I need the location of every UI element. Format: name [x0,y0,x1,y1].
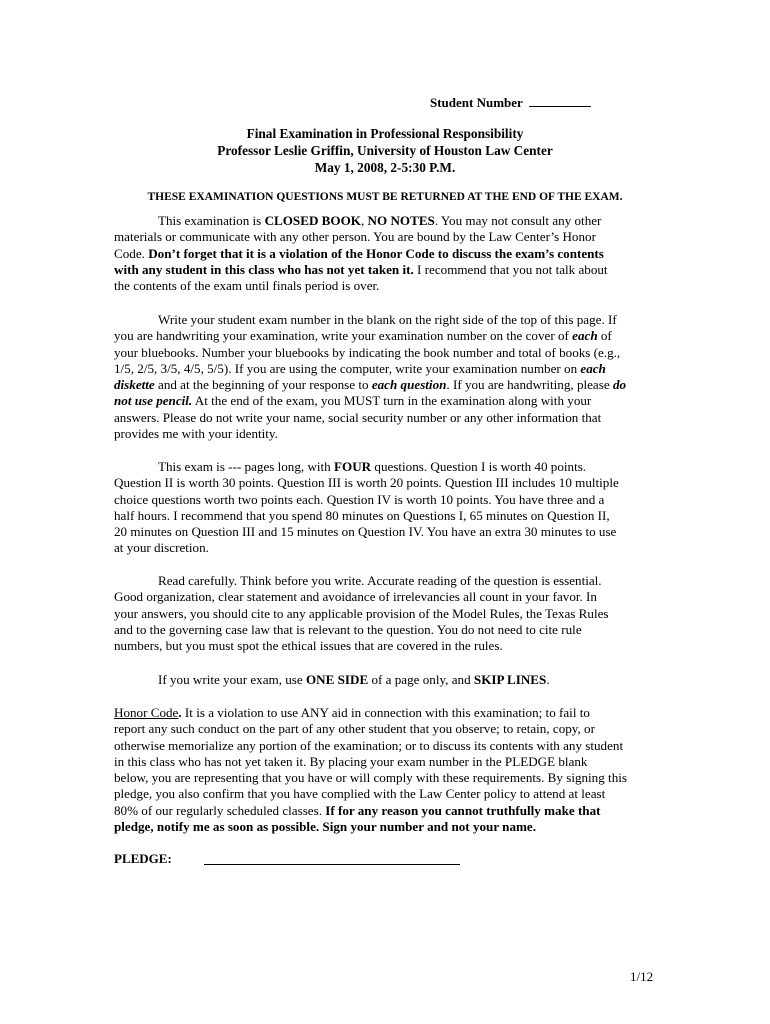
student-number-blank[interactable] [529,94,591,107]
professor-line: Professor Leslie Griffin, University of Houston Law Center [217,143,553,158]
student-number-label: Student Number [430,95,523,110]
student-number-field [430,94,591,111]
exam-title: Final Examination in Professional Responsibility [246,126,524,141]
paragraph-exam-structure: This exam is --- pages long, with FOUR questions. Question I is worth 40 points. Question II is worth 30 points. Question III is worth 20 points. Question III includes 10 multiple choice questions worth two points each. Question IV is worth 10 points. You have three and a half hours. I recommend that you spend 80 minutes on Questions I, 65 minutes on Question II, 20 minutes on Question III and 15 minutes on Question IV. You have an extra 30 minutes to use at your discretion. [114,459,619,556]
return-notice: THESE EXAMINATION QUESTIONS MUST BE RETURNED AT THE END OF THE EXAM. [147,191,623,203]
pledge-signature-line[interactable] [204,864,460,865]
paragraph-closed-book: This examination is CLOSED BOOK, NO NOTES. You may not consult any other materials or communicate with any other person. You are bound by the Law Center’s Honor Code. Don’t forget that it is a violation of the Honor Code to discuss the exam’s contents with any student in this class who has not yet taken it. I recommend that you not talk about the contents of the exam until finals period is over. [114,213,608,294]
pledge-label: PLEDGE: [114,851,172,866]
exam-date: May 1, 2008, 2-5:30 P.M. [314,160,456,175]
paragraph-honor-code: Honor Code. It is a violation to use ANY aid in connection with this examination; to fail to report any such conduct on the part of any other student that you observe; to retain, copy, or otherwise memorialize any portion of the examination; or to discuss its contents with any student in this class who has not yet taken it. By placing your exam number in the PLEDGE blank below, you are representing that you have or will comply with these requirements. By signing this pledge, you also confirm that you have complied with the Law Center policy to attend at least 80% of our regularly scheduled classes. If for any reason you cannot truthfully make that pledge, notify me as soon as possible. Sign your number and not your name. [114,705,627,835]
paragraph-read-carefully: Read carefully. Think before you write. Accurate reading of the question is essential. Good organization, clear statement and avoidance of irrelevancies all count in your favor. In your answers, you should cite to any applicable provision of the Model Rules, the Texas Rules and to the governing case law that is relevant to the question. You do not need to cite rule numbers, but you must spot the ethical issues that are covered in the rules. [114,573,609,654]
paragraph-exam-number: Write your student exam number in the blank on the right side of the top of this page. If you are handwriting your examination, write your examination number on the cover of each of your bluebooks. Number your bluebooks by indicating the book number and total of books (e.g., 1/5, 2/5, 3/5, 4/5, 5/5). If you are using the computer, write your examination number on each diskette and at the beginning of your response to each question. If you are handwriting, please do not use pencil. At the end of the exam, you MUST turn in the examination along with your answers. Please do not write your name, social security number or any other information that provides me with your identity. [114,312,627,442]
page-number: 1/12 [630,969,654,984]
paragraph-one-side: If you write your exam, use ONE SIDE of a page only, and SKIP LINES. [158,672,550,687]
honor-code-heading: Honor Code [114,705,179,720]
